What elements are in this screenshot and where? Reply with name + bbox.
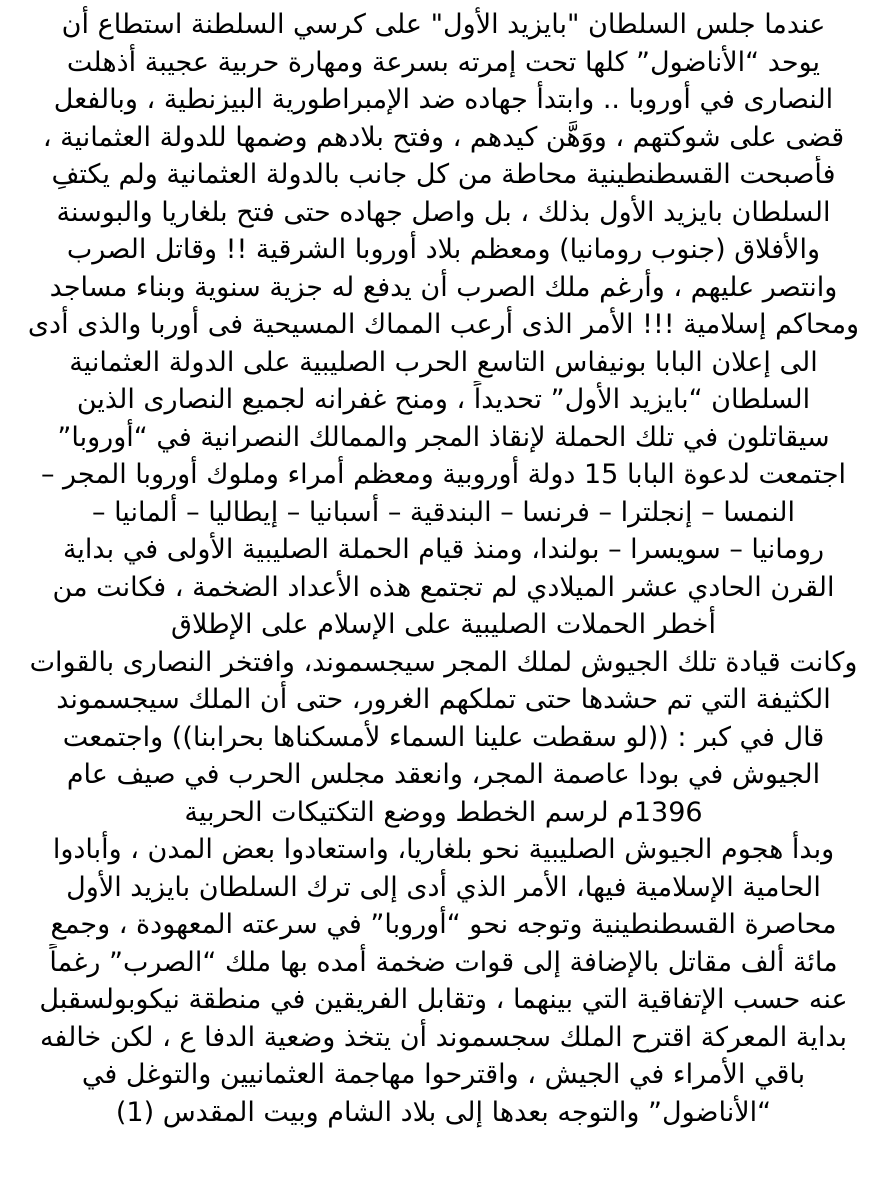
text-line: يوحد “الأناضول” كلها تحت إمرته بسرعة ومهارة حربية عجيبة أذهلت [66,46,821,78]
text-line: باقي الأمراء في الجيش ، واقترحوا مهاجمة العثمانيين والتوغل في [81,1059,806,1090]
text-line: وبدأ هجوم الجيوش الصليبية نحو بلغاريا، واستعادوا بعض المدن ، وأبادوا [52,834,835,865]
text-line: قضى على شوكتهم ، ووَهَّن كيدهم ، وفتح بلادهم وضمها للدولة العثمانية ، [42,121,845,153]
text-line: مائة ألف مقاتل بالإضافة إلى قوات ضخمة أمده بها ملك “الصرب” رغماً [49,946,838,978]
text-line: السلطان بايزيد الأول بذلك ، بل واصل جهاده حتى فتح بلغاريا والبوسنة [56,196,831,228]
article-text [26,6,861,1131]
text-line: محاصرة القسطنطينية وتوجه نحو “أوروبا” في سرعته المعهودة ، وجمع [50,909,837,940]
text-line: الحامية الإسلامية فيها، الأمر الذي أدى إلى ترك السلطان بايزيد الأول [66,871,821,903]
text-line: بداية المعركة اقترح الملك سجسموند أن يتخذ وضعية الدفا ع ، لكن خالفه [39,1021,848,1053]
text-line: القرن الحادي عشر الميلادي لم تجتمع هذه الأعداد الضخمة ، فكانت من [52,571,835,603]
text-line: ومحاكم إسلامية !!! الأمر الذى أرعب المماك المسيحية فى أوربا والذى أدى [27,309,860,340]
text-line: النصارى في أوروبا .. وابتدأ جهاده ضد الإمبراطورية البيزنطية ، وبالفعل [53,84,834,115]
text-line: الى إعلان البابا بونيفاس التاسع الحرب الصليبية على الدولة العثمانية [69,346,818,378]
text-line: فأصبحت القسطنطينية محاطة من كل جانب بالدولة العثمانية ولم يكتفِ [51,159,836,190]
text-line: والأفلاق (جنوب رومانيا) ومعظم بلاد أوروبا الشرقية !! وقاتل الصرب [66,234,821,265]
text-line: سيقاتلون في تلك الحملة لإنقاذ المجر والممالك النصرانية في “أوروبا” [57,421,830,453]
text-line: وانتصر عليهم ، وأرغم ملك الصرب أن يدفع له جزية سنوية وبناء مساجد [49,271,838,303]
text-line: “الأناضول” والتوجه بعدها إلى بلاد الشام وبيت المقدس (1) [115,1096,772,1128]
text-line: الكثيفة التي تم حشدها حتى تملكهم الغرور، حتى أن الملك سيجسموند [56,684,831,715]
text-line: رومانيا – سويسرا – بولندا، ومنذ قيام الحملة الصليبية الأولى في بداية [62,534,825,565]
text-line: عندما جلس السلطان "بايزيد الأول" على كرسي السلطنة استطاع أن [61,9,826,40]
text-line: النمسا – إنجلترا – فرنسا – البندقية – أسبانيا – إيطاليا – ألمانيا – [92,496,795,528]
text-line: اجتمعت لدعوة البابا 15 دولة أوروبية ومعظم أمراء وملوك أوروبا المجر – [40,459,847,490]
text-line: وكانت قيادة تلك الجيوش لملك المجر سيجسموند، وافتخر النصارى بالقوات [29,646,858,678]
text-line: 1396م لرسم الخطط ووضع التكتيكات الحربية [184,796,703,828]
text-line: السلطان “بايزيد الأول” تحديداً ، ومنح غفرانه لجميع النصارى الذين [76,384,811,415]
text-line: عنه حسب الإتفاقية التي بينهما ، وتقابل الفريقين في منطقة نيكوبولسقبل [39,984,848,1015]
text-line: الجيوش في بودا عاصمة المجر، وانعقد مجلس الحرب في صيف عام [66,759,821,790]
text-line: أخطر الحملات الصليبية على الإسلام على الإطلاق [171,609,716,640]
text-line: قال في كبر : ((لو سقطت علينا السماء لأمسكناها بحرابنا)) واجتمعت [62,721,825,753]
